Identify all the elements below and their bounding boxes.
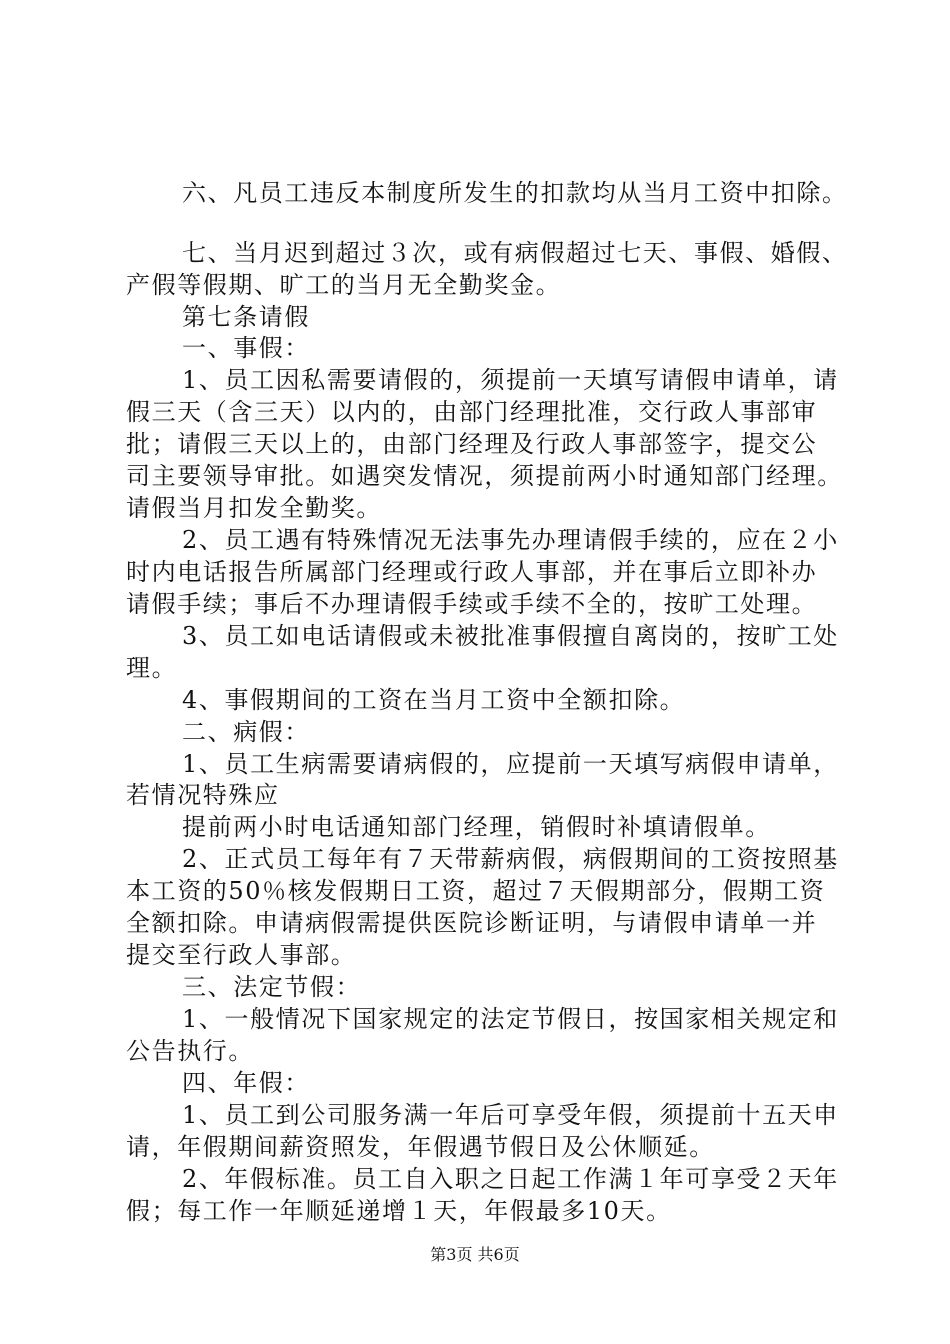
paragraph-line: 2、正式员工每年有７天带薪病假，病假期间的工资按照基 — [182, 845, 839, 873]
paragraph-line: 提交至行政人事部。 — [126, 941, 357, 969]
paragraph-line: 司主要领导审批。如遇突发情况，须提前两小时通知部门经理。 — [126, 462, 843, 490]
section-heading: 第七条请假 — [182, 303, 310, 331]
subsection-heading: 二、病假： — [182, 718, 310, 746]
paragraph-line: 1、员工因私需要请假的，须提前一天填写请假申请单，请 — [182, 366, 839, 394]
paragraph-line: 请假当月扣发全勤奖。 — [126, 494, 382, 522]
paragraph-line: 1、员工到公司服务满一年后可享受年假，须提前十五天申 — [182, 1101, 839, 1129]
paragraph-line: 4、事假期间的工资在当月工资中全额扣除。 — [182, 686, 686, 714]
paragraph-line: 3、员工如电话请假或未被批准事假擅自离岗的，按旷工处 — [182, 622, 839, 650]
paragraph-line: 1、一般情况下国家规定的法定节假日，按国家相关规定和 — [182, 1005, 839, 1033]
paragraph-line: 理。 — [126, 654, 178, 682]
paragraph-line: 假；每工作一年顺延递增１天，年假最多10天。 — [126, 1197, 672, 1225]
paragraph-line: 公告执行。 — [126, 1037, 254, 1065]
paragraph-line: 2、年假标准。员工自入职之日起工作满１年可享受２天年 — [182, 1165, 839, 1193]
paragraph-line: 请假手续；事后不办理请假手续或手续不全的，按旷工处理。 — [126, 590, 818, 618]
paragraph-line: 批；请假三天以上的，由部门经理及行政人事部签字，提交公 — [126, 430, 818, 458]
subsection-heading: 四、年假： — [182, 1069, 310, 1097]
paragraph-line: 六、凡员工违反本制度所发生的扣款均从当月工资中扣除。 — [182, 179, 848, 207]
paragraph-line: 时内电话报告所属部门经理或行政人事部，并在事后立即补办 — [126, 558, 818, 586]
paragraph-line: 七、当月迟到超过３次，或有病假超过七天、事假、婚假、 — [182, 239, 848, 267]
page-footer: 第3页 共6页 — [430, 1245, 520, 1264]
paragraph-line: 若情况特殊应 — [126, 781, 280, 809]
paragraph-line: 请，年假期间薪资照发，年假遇节假日及公休顺延。 — [126, 1133, 715, 1161]
paragraph-line: 产假等假期、旷工的当月无全勤奖金。 — [126, 271, 562, 299]
subsection-heading: 一、事假： — [182, 334, 310, 362]
subsection-heading: 三、法定节假： — [182, 973, 362, 1001]
paragraph-line: 本工资的50％核发假期日工资，超过７天假期部分，假期工资 — [126, 877, 826, 905]
paragraph-line: 提前两小时电话通知部门经理，销假时补填请假单。 — [182, 813, 771, 841]
paragraph-line: 全额扣除。申请病假需提供医院诊断证明，与请假申请单一并 — [126, 909, 818, 937]
paragraph-line: 假三天（含三天）以内的，由部门经理批准，交行政人事部审 — [126, 398, 818, 426]
paragraph-line: 2、员工遇有特殊情况无法事先办理请假手续的，应在２小 — [182, 526, 839, 554]
paragraph-line: 1、员工生病需要请病假的，应提前一天填写病假申请单， — [182, 750, 839, 778]
